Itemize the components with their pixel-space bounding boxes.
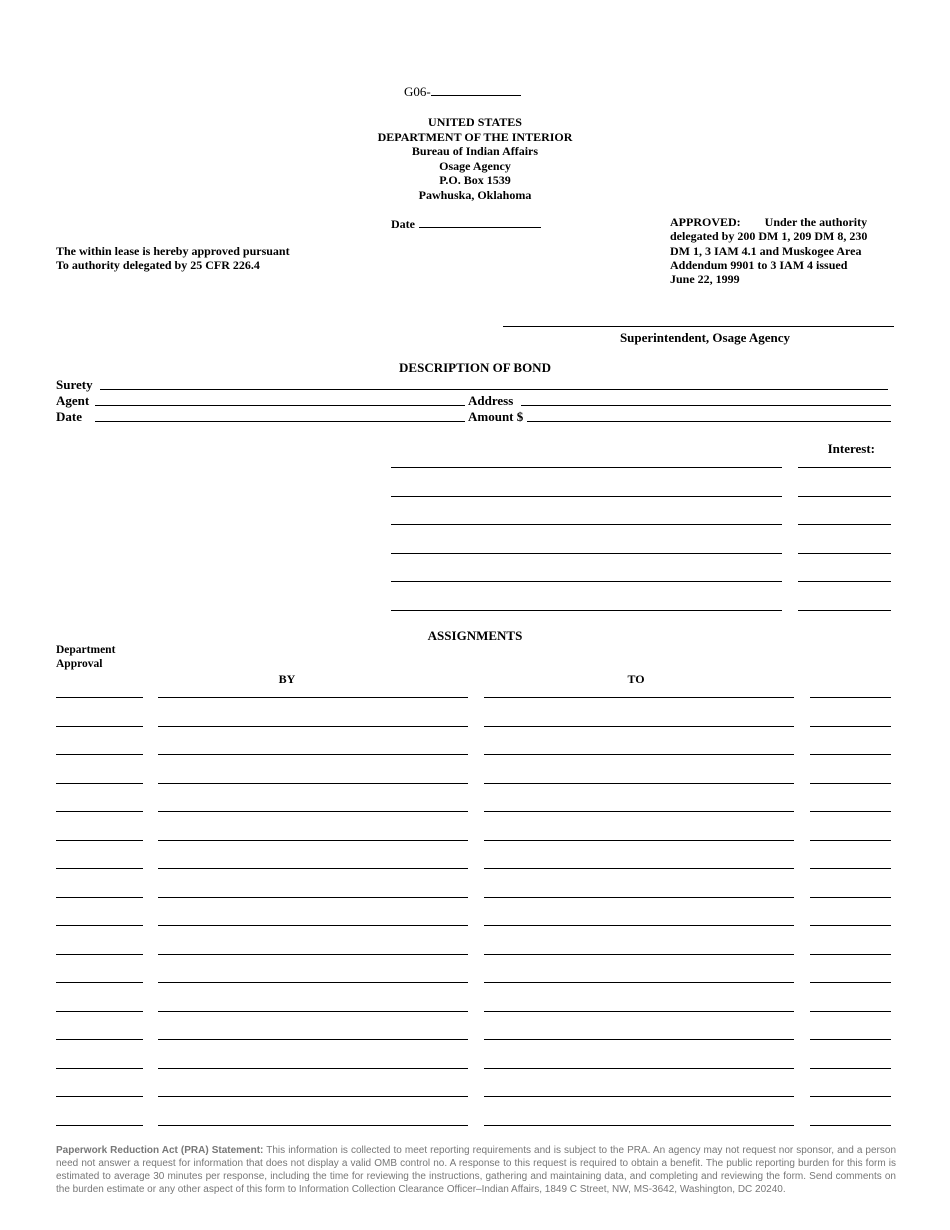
- approval-line: June 22, 1999: [670, 272, 740, 287]
- assigned-by-field[interactable]: [158, 868, 468, 869]
- assigned-to-field[interactable]: [484, 1039, 794, 1040]
- address-label: Address: [468, 393, 514, 408]
- bond-date-label: Date: [56, 409, 82, 424]
- assignment-date-field[interactable]: [810, 868, 891, 869]
- department-approval-field[interactable]: [56, 982, 143, 983]
- amount-field[interactable]: [527, 421, 891, 422]
- amount-label: Amount $: [468, 409, 524, 424]
- assigned-by-field[interactable]: [158, 954, 468, 955]
- assigned-to-field[interactable]: [484, 982, 794, 983]
- approved-label: APPROVED:: [670, 215, 741, 229]
- bond-heading: DESCRIPTION OF BOND: [399, 360, 551, 375]
- interest-holder-field[interactable]: [391, 524, 782, 525]
- assignment-date-field[interactable]: [810, 897, 891, 898]
- header-line: Pawhuska, Oklahoma: [418, 187, 532, 202]
- interest-amount-field[interactable]: [798, 524, 891, 525]
- agent-label: Agent: [56, 393, 90, 408]
- assignment-date-field[interactable]: [810, 811, 891, 812]
- superintendent-label: Superintendent, Osage Agency: [619, 330, 791, 345]
- assigned-by-field[interactable]: [158, 1011, 468, 1012]
- department-approval-field[interactable]: [56, 697, 143, 698]
- assignment-date-field[interactable]: [810, 1125, 891, 1126]
- department-approval-field[interactable]: [56, 811, 143, 812]
- lease-approval-line: To authority delegated by 25 CFR 226.4: [56, 258, 260, 273]
- by-column-label: BY: [278, 672, 296, 686]
- interest-amount-field[interactable]: [798, 467, 891, 468]
- assignment-date-field[interactable]: [810, 1011, 891, 1012]
- interest-label: Interest:: [827, 441, 875, 456]
- assigned-by-field[interactable]: [158, 1096, 468, 1097]
- assigned-to-field[interactable]: [484, 697, 794, 698]
- interest-holder-field[interactable]: [391, 581, 782, 582]
- department-approval-field[interactable]: [56, 840, 143, 841]
- approval-line: Addendum 9901 to 3 IAM 4 issued: [670, 257, 848, 272]
- department-approval-field[interactable]: [56, 754, 143, 755]
- assignment-date-field[interactable]: [810, 783, 891, 784]
- interest-holder-field[interactable]: [391, 496, 782, 497]
- department-approval-line: Department: [56, 644, 116, 656]
- superintendent-signature-field[interactable]: [503, 326, 894, 327]
- assigned-by-field[interactable]: [158, 754, 468, 755]
- interest-amount-field[interactable]: [798, 610, 891, 611]
- department-approval-field[interactable]: [56, 925, 143, 926]
- approval-line: Under the authority: [764, 215, 868, 229]
- approval-line: delegated by 200 DM 1, 209 DM 8, 230: [670, 229, 868, 244]
- agency-header: [330, 115, 620, 202]
- department-approval-field[interactable]: [56, 954, 143, 955]
- interest-amount-field[interactable]: [798, 581, 891, 582]
- header-line: Osage Agency: [439, 158, 511, 173]
- department-approval-field[interactable]: [56, 1011, 143, 1012]
- department-approval-field[interactable]: [56, 1096, 143, 1097]
- pra-title: Paperwork Reduction Act (PRA) Statement:: [56, 1145, 264, 1156]
- assignment-date-field[interactable]: [810, 954, 891, 955]
- assigned-by-field[interactable]: [158, 783, 468, 784]
- assigned-by-field[interactable]: [158, 726, 468, 727]
- assigned-to-field[interactable]: [484, 925, 794, 926]
- department-approval-field[interactable]: [56, 783, 143, 784]
- assignment-date-field[interactable]: [810, 982, 891, 983]
- form-number-field[interactable]: [431, 83, 521, 96]
- header-line: UNITED STATES: [428, 115, 522, 129]
- agent-field[interactable]: [95, 405, 465, 406]
- department-approval-field[interactable]: [56, 1125, 143, 1126]
- assignment-date-field[interactable]: [810, 1039, 891, 1040]
- assigned-to-field[interactable]: [484, 840, 794, 841]
- department-approval-field[interactable]: [56, 726, 143, 727]
- assigned-to-field[interactable]: [484, 897, 794, 898]
- assignment-date-field[interactable]: [810, 925, 891, 926]
- assigned-to-field[interactable]: [484, 726, 794, 727]
- assigned-to-field[interactable]: [484, 783, 794, 784]
- surety-field[interactable]: [100, 389, 888, 390]
- assigned-by-field[interactable]: [158, 811, 468, 812]
- department-approval-line: Approval: [56, 657, 103, 670]
- department-approval-field[interactable]: [56, 1068, 143, 1069]
- assigned-to-field[interactable]: [484, 1068, 794, 1069]
- assignment-date-field[interactable]: [810, 840, 891, 841]
- bond-date-field[interactable]: [95, 421, 465, 422]
- pra-body: This information is collected to meet reporting requirements and is subject to the PRA. An agency may not request nor sponsor, and a person need not answer a request for information that does not display a valid OMB control no. A response to this request is required to obtain a benefit. The public reporting burden for this form is estimated to average 30 minutes per response, including the time for reviewing the instructions, gathering and maintaining data, and completing and reviewing the form. Send comments on the burden estimate or any other aspect of this form to Information Collection Clearance Officer–Indian Affairs, 1849 C Street, NW, MS-3642, Washington, DC 20240.: [56, 1145, 897, 1195]
- assigned-to-field[interactable]: [484, 1011, 794, 1012]
- department-approval-label: [56, 644, 115, 671]
- approval-line: DM 1, 3 IAM 4.1 and Muskogee Area: [670, 243, 862, 258]
- surety-label: Surety: [56, 377, 93, 392]
- assigned-by-field[interactable]: [158, 982, 468, 983]
- assigned-by-field[interactable]: [158, 1125, 468, 1126]
- assigned-by-field[interactable]: [158, 697, 468, 698]
- assigned-to-field[interactable]: [484, 811, 794, 812]
- assigned-by-field[interactable]: [158, 840, 468, 841]
- approval-authority-block: [670, 215, 885, 286]
- assignment-date-field[interactable]: [810, 1068, 891, 1069]
- header-line: DEPARTMENT OF THE INTERIOR: [377, 129, 573, 144]
- form-number: [404, 83, 521, 100]
- interest-amount-field[interactable]: [798, 553, 891, 554]
- assigned-by-field[interactable]: [158, 925, 468, 926]
- header-line: Bureau of Indian Affairs: [411, 144, 539, 158]
- department-approval-field[interactable]: [56, 897, 143, 898]
- interest-holder-field[interactable]: [391, 553, 782, 554]
- header-line: P.O. Box 1539: [439, 173, 511, 187]
- pra-statement: [56, 1144, 896, 1196]
- approval-date-field[interactable]: [419, 215, 541, 228]
- assignment-date-field[interactable]: [810, 697, 891, 698]
- assigned-to-field[interactable]: [484, 1125, 794, 1126]
- interest-holder-field[interactable]: [391, 467, 782, 468]
- approval-date: [391, 215, 541, 232]
- assigned-to-field[interactable]: [484, 954, 794, 955]
- address-field[interactable]: [521, 405, 891, 406]
- to-column-label: TO: [627, 672, 645, 686]
- assignment-date-field[interactable]: [810, 1096, 891, 1097]
- interest-amount-field[interactable]: [798, 496, 891, 497]
- assigned-by-field[interactable]: [158, 897, 468, 898]
- department-approval-field[interactable]: [56, 868, 143, 869]
- assigned-by-field[interactable]: [158, 1039, 468, 1040]
- form-number-prefix: G06-: [404, 84, 431, 99]
- assigned-to-field[interactable]: [484, 754, 794, 755]
- assignment-date-field[interactable]: [810, 754, 891, 755]
- lease-approval-line: The within lease is hereby approved pursuant: [56, 244, 290, 258]
- assignments-heading: ASSIGNMENTS: [427, 628, 523, 643]
- assigned-to-field[interactable]: [484, 1096, 794, 1097]
- department-approval-field[interactable]: [56, 1039, 143, 1040]
- assignment-date-field[interactable]: [810, 726, 891, 727]
- assigned-by-field[interactable]: [158, 1068, 468, 1069]
- approval-date-label: Date: [391, 217, 415, 231]
- interest-holder-field[interactable]: [391, 610, 782, 611]
- lease-approval-statement: [56, 244, 290, 273]
- assigned-to-field[interactable]: [484, 868, 794, 869]
